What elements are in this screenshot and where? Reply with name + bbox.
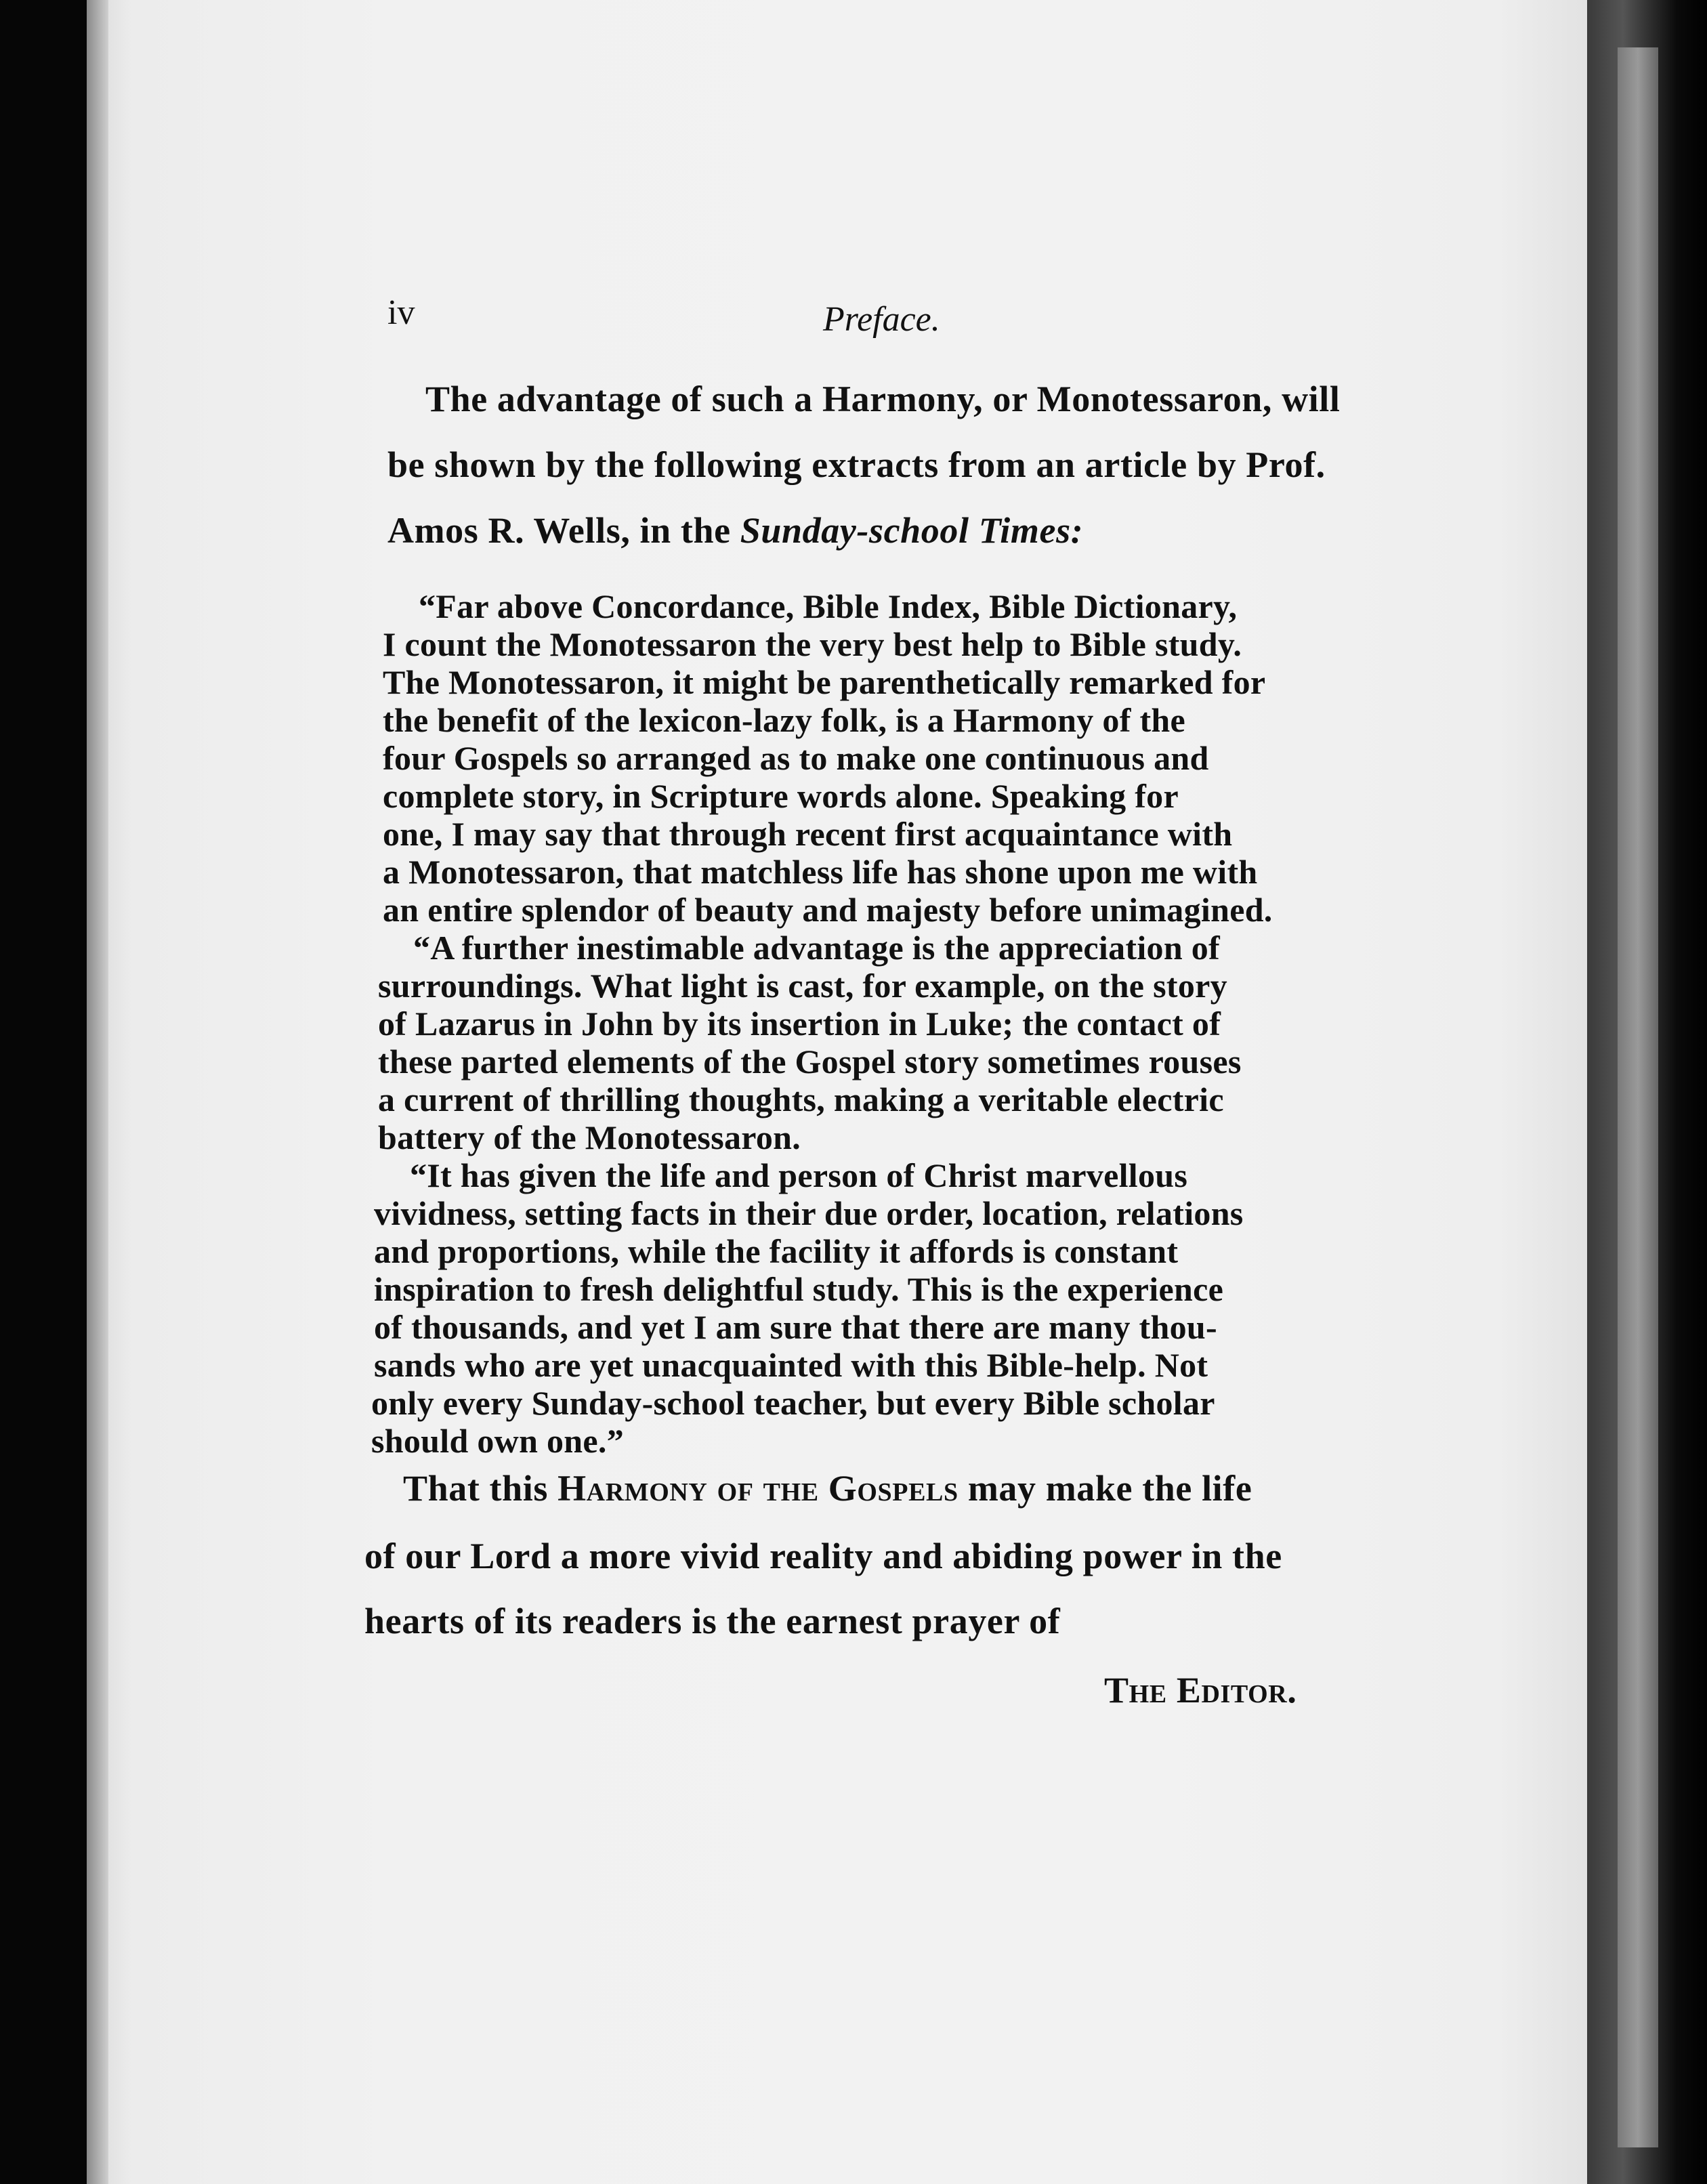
page-gutter-shadow xyxy=(87,0,108,2184)
running-title: Preface. xyxy=(823,300,940,339)
closing-line-1 xyxy=(403,1467,1252,1509)
quote-line-21: sands who are yet unacquainted with this Bible-help. Not xyxy=(374,1346,1208,1384)
quote-line-2: I count the Monotessaron the very best help to Bible study. xyxy=(383,625,1242,663)
intro-line-1: The advantage of such a Harmony, or Monotessaron, will xyxy=(425,379,1341,419)
quote-line-20: of thousands, and yet I am sure that there are many thou- xyxy=(374,1308,1217,1346)
editor-signature: The Editor. xyxy=(1104,1670,1297,1710)
closing-line-3: hearts of its readers is the earnest prayer of xyxy=(364,1601,1061,1641)
closing-line-1-start: That this xyxy=(403,1468,558,1509)
intro-line-2: be shown by the following extracts from an article by Prof. xyxy=(387,444,1326,485)
closing-line-2: of our Lord a more vivid reality and abiding power in the xyxy=(364,1536,1282,1576)
quote-line-8: a Monotessaron, that matchless life has shone upon me with xyxy=(383,853,1258,891)
quote-line-19: inspiration to fresh delightful study. This is the experience xyxy=(374,1270,1224,1308)
quote-line-1: “Far above Concordance, Bible Index, Bible Dictionary, xyxy=(419,587,1238,625)
next-page-leaf xyxy=(1618,47,1658,2147)
quote-line-3: The Monotessaron, it might be parenthetically remarked for xyxy=(383,663,1266,701)
quote-line-12: of Lazarus in John by its insertion in Luke; the contact of xyxy=(378,1005,1221,1043)
book-title-smallcaps: Harmony of the Gospels xyxy=(557,1468,958,1509)
quote-line-17: vividness, setting facts in their due order, location, relations xyxy=(374,1194,1244,1232)
quote-line-6: complete story, in Scripture words alone. Speaking for xyxy=(383,777,1179,815)
quote-line-9: an entire splendor of beauty and majesty before unimagined. xyxy=(383,891,1273,929)
quote-line-14: a current of thrilling thoughts, making a veritable electric xyxy=(378,1080,1224,1118)
intro-line-3-text: Amos R. Wells, in the xyxy=(387,510,740,551)
intro-line-3 xyxy=(387,509,1083,551)
quote-line-22: only every Sunday-school teacher, but every Bible scholar xyxy=(371,1384,1215,1422)
quote-line-4: the benefit of the lexicon-lazy folk, is a Harmony of the xyxy=(383,701,1185,739)
quote-line-7: one, I may say that through recent first acquaintance with xyxy=(383,815,1233,853)
publication-title: Sunday-school Times: xyxy=(740,510,1084,551)
quote-line-11: surroundings. What light is cast, for example, on the story xyxy=(378,967,1227,1005)
quote-line-23: should own one.” xyxy=(371,1422,624,1460)
quote-line-18: and proportions, while the facility it affords is constant xyxy=(374,1232,1179,1270)
closing-line-1-end: may make the life xyxy=(958,1468,1252,1509)
page-number: iv xyxy=(387,293,415,332)
quote-line-5: four Gospels so arranged as to make one continuous and xyxy=(383,739,1209,777)
quote-line-13: these parted elements of the Gospel story sometimes rouses xyxy=(378,1043,1242,1080)
quote-line-15: battery of the Monotessaron. xyxy=(378,1118,801,1156)
quote-line-10: “A further inestimable advantage is the appreciation of xyxy=(413,929,1221,967)
quote-line-16: “It has given the life and person of Christ marvellous xyxy=(410,1156,1188,1194)
